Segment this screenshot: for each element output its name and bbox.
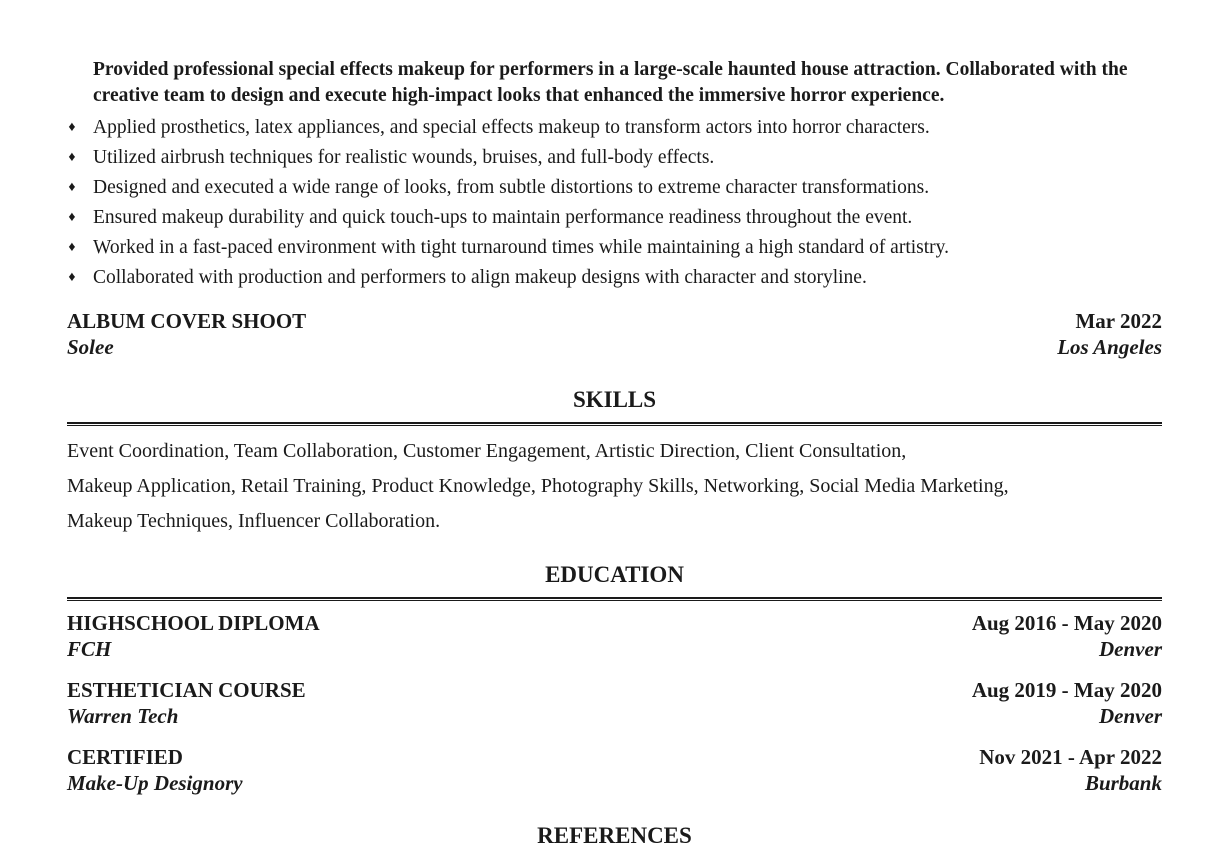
- list-item: [66, 265, 1166, 295]
- list-item: [66, 145, 1166, 175]
- diamond-bullet-icon: ♦: [68, 120, 76, 135]
- list-item: [66, 115, 1166, 145]
- education-entry: [67, 677, 1162, 729]
- education-location: Burbank: [1084, 771, 1162, 795]
- skill-item: Makeup Techniques,: [67, 510, 233, 532]
- skill-item: Product Knowledge,: [371, 475, 536, 497]
- diamond-bullet-icon: ♦: [68, 270, 76, 285]
- diamond-bullet-icon: ♦: [68, 240, 76, 255]
- skill-item: Makeup Application,: [67, 475, 236, 497]
- bullet-text: Worked in a fast-paced environment with tight turnaround times while maintaining a high standard of artistry.: [93, 237, 950, 258]
- skills-divider: [67, 422, 1162, 426]
- skills-list: [67, 434, 1162, 539]
- skill-item: Customer Engagement,: [402, 440, 591, 462]
- education-school: FCH: [67, 637, 112, 661]
- education-dates: Aug 2016 - May 2020: [971, 611, 1162, 635]
- education-title: HIGHSCHOOL DIPLOMA: [67, 611, 320, 635]
- education-entry: [67, 610, 1162, 662]
- skills-line: [67, 434, 1162, 469]
- diamond-bullet-icon: ♦: [68, 150, 76, 165]
- skill-item: Influencer Collaboration.: [237, 510, 441, 532]
- bullet-text: Designed and executed a wide range of looks, from subtle distortions to extreme character transformations.: [93, 177, 930, 198]
- skills-line: [67, 504, 1162, 539]
- education-location: Denver: [1099, 637, 1162, 661]
- skill-item: Client Consultation,: [745, 440, 907, 462]
- entry-date: Mar 2022: [1075, 309, 1162, 333]
- entry-location: Los Angeles: [1057, 335, 1162, 359]
- diamond-bullet-icon: ♦: [68, 180, 76, 195]
- bullet-text: Utilized airbrush techniques for realistic wounds, bruises, and full-body effects.: [93, 147, 715, 168]
- diamond-bullet-icon: ♦: [68, 210, 76, 225]
- experience-summary: Provided professional special effects makeup for performers in a large-scale haunted house attraction. Collaborated with the creative team to design and execute high-impact looks that enhanced the immersive horror experience.: [93, 59, 1128, 106]
- education-title: CERTIFIED: [67, 745, 183, 769]
- education-title: ESTHETICIAN COURSE: [67, 678, 306, 702]
- skills-line: [67, 469, 1162, 504]
- bullet-text: Collaborated with production and performers to align makeup designs with character and storyline.: [93, 267, 867, 288]
- skill-item: Retail Training,: [240, 475, 367, 497]
- skill-item: Team Collaboration,: [233, 440, 398, 462]
- education-dates: Nov 2021 - Apr 2022: [979, 745, 1162, 769]
- experience-bullet-list: [66, 115, 1166, 295]
- education-location: Denver: [1099, 704, 1162, 728]
- education-school: Warren Tech: [67, 704, 179, 728]
- list-item: [66, 235, 1166, 265]
- album-cover-entry: [67, 308, 1162, 360]
- skill-item: Social Media Marketing,: [809, 475, 1009, 497]
- entry-title: ALBUM COVER SHOOT: [67, 309, 307, 333]
- entry-organization: Solee: [67, 335, 114, 359]
- education-entry: [67, 744, 1162, 796]
- education-divider: [67, 597, 1162, 601]
- education-school: Make-Up Designory: [67, 771, 243, 795]
- skills-heading: SKILLS: [572, 387, 657, 412]
- list-item: [66, 175, 1166, 205]
- references-heading: REFERENCES: [537, 823, 692, 848]
- list-item: [66, 205, 1166, 235]
- bullet-text: Ensured makeup durability and quick touch-ups to maintain performance readiness throughout the event.: [93, 207, 913, 228]
- skill-item: Photography Skills,: [540, 475, 699, 497]
- skill-item: Event Coordination,: [67, 440, 230, 462]
- education-heading: EDUCATION: [545, 562, 684, 587]
- skill-item: Artistic Direction,: [594, 440, 741, 462]
- education-dates: Aug 2019 - May 2020: [971, 678, 1162, 702]
- bullet-text: Applied prosthetics, latex appliances, and special effects makeup to transform actors into horror characters.: [93, 117, 930, 138]
- skill-item: Networking,: [703, 475, 805, 497]
